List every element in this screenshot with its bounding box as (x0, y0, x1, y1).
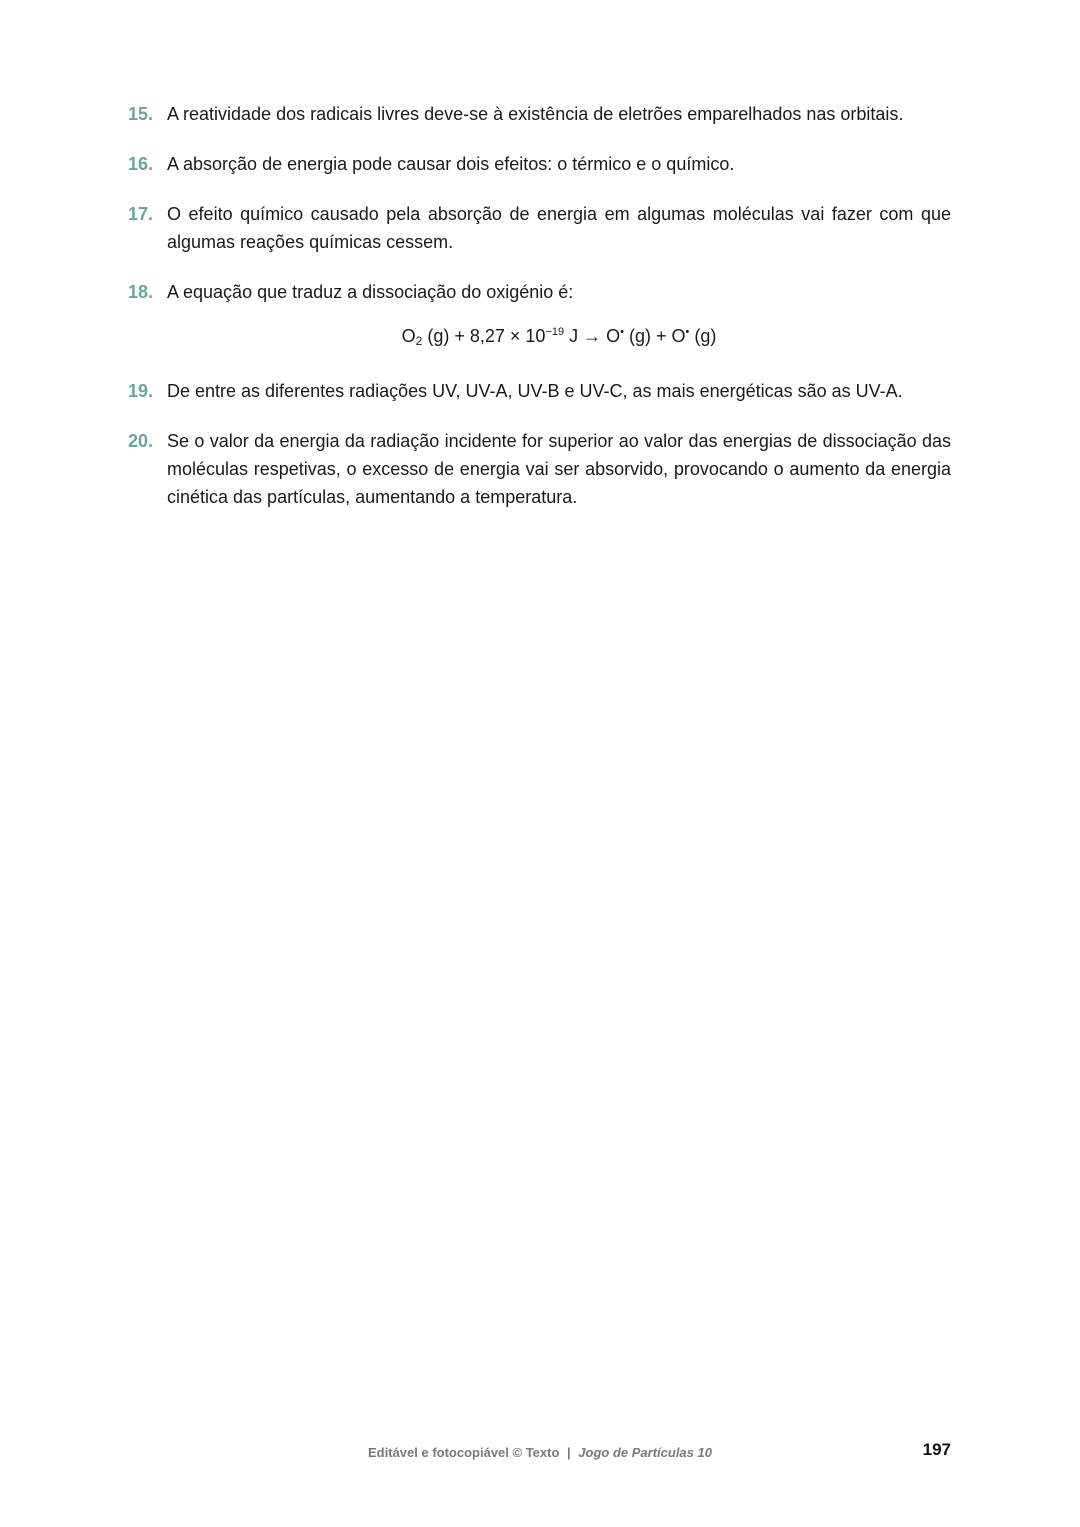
item-number: 18. (128, 282, 154, 302)
eq-radical-dot: • (685, 326, 690, 338)
list-item (128, 200, 951, 256)
item-number: 19. (128, 381, 154, 401)
list-item (128, 100, 951, 128)
item-number: 15. (128, 104, 154, 124)
eq-oxygen: O (401, 326, 416, 346)
page-number: 197 (922, 1440, 951, 1459)
list-item (128, 150, 951, 178)
footer-separator: | (567, 1445, 571, 1460)
item-number: 17. (128, 204, 154, 224)
dissociation-equation (167, 318, 951, 355)
footer-credit (0, 1442, 1080, 1464)
list-item (128, 427, 951, 511)
list-item (128, 377, 951, 405)
eq-part: (g) + 8,27 × 10 (422, 326, 546, 346)
item-number: 16. (128, 154, 154, 174)
item-text: A equação que traduz a dissociação do oxigénio é: (167, 282, 574, 302)
item-number: 20. (128, 431, 154, 451)
list-item-row (128, 278, 951, 306)
item-text: Se o valor da energia da radiação incidente for superior ao valor das energias de dissociação das moléculas respetivas, o excesso de energia vai ser absorvido, provocando o aumento da energia cinética das partículas, aumentando a temperatura. (167, 431, 951, 507)
footer-copyright: Editável e fotocopiável © Texto (368, 1445, 560, 1460)
item-text: De entre as diferentes radiações UV, UV-A, UV-B e UV-C, as mais energéticas são as UV-A. (167, 381, 903, 401)
eq-part: J → O (564, 326, 621, 346)
list-item (128, 278, 951, 355)
eq-subscript: 2 (415, 334, 423, 348)
page-footer (0, 1442, 1080, 1466)
item-text: A absorção de energia pode causar dois efeitos: o térmico e o químico. (167, 154, 735, 174)
item-text: A reatividade dos radicais livres deve-se à existência de eletrões emparelhados nas orbitais. (167, 104, 904, 124)
eq-exponent: −19 (545, 326, 565, 338)
eq-radical-dot: • (620, 326, 624, 338)
exercise-list (128, 100, 951, 533)
eq-part: (g) (689, 326, 717, 346)
eq-part: (g) + O (623, 326, 686, 346)
footer-book-title: Jogo de Partículas 10 (578, 1445, 712, 1460)
item-text: O efeito químico causado pela absorção de energia em algumas moléculas vai fazer com que algumas reações químicas cessem. (167, 204, 951, 252)
